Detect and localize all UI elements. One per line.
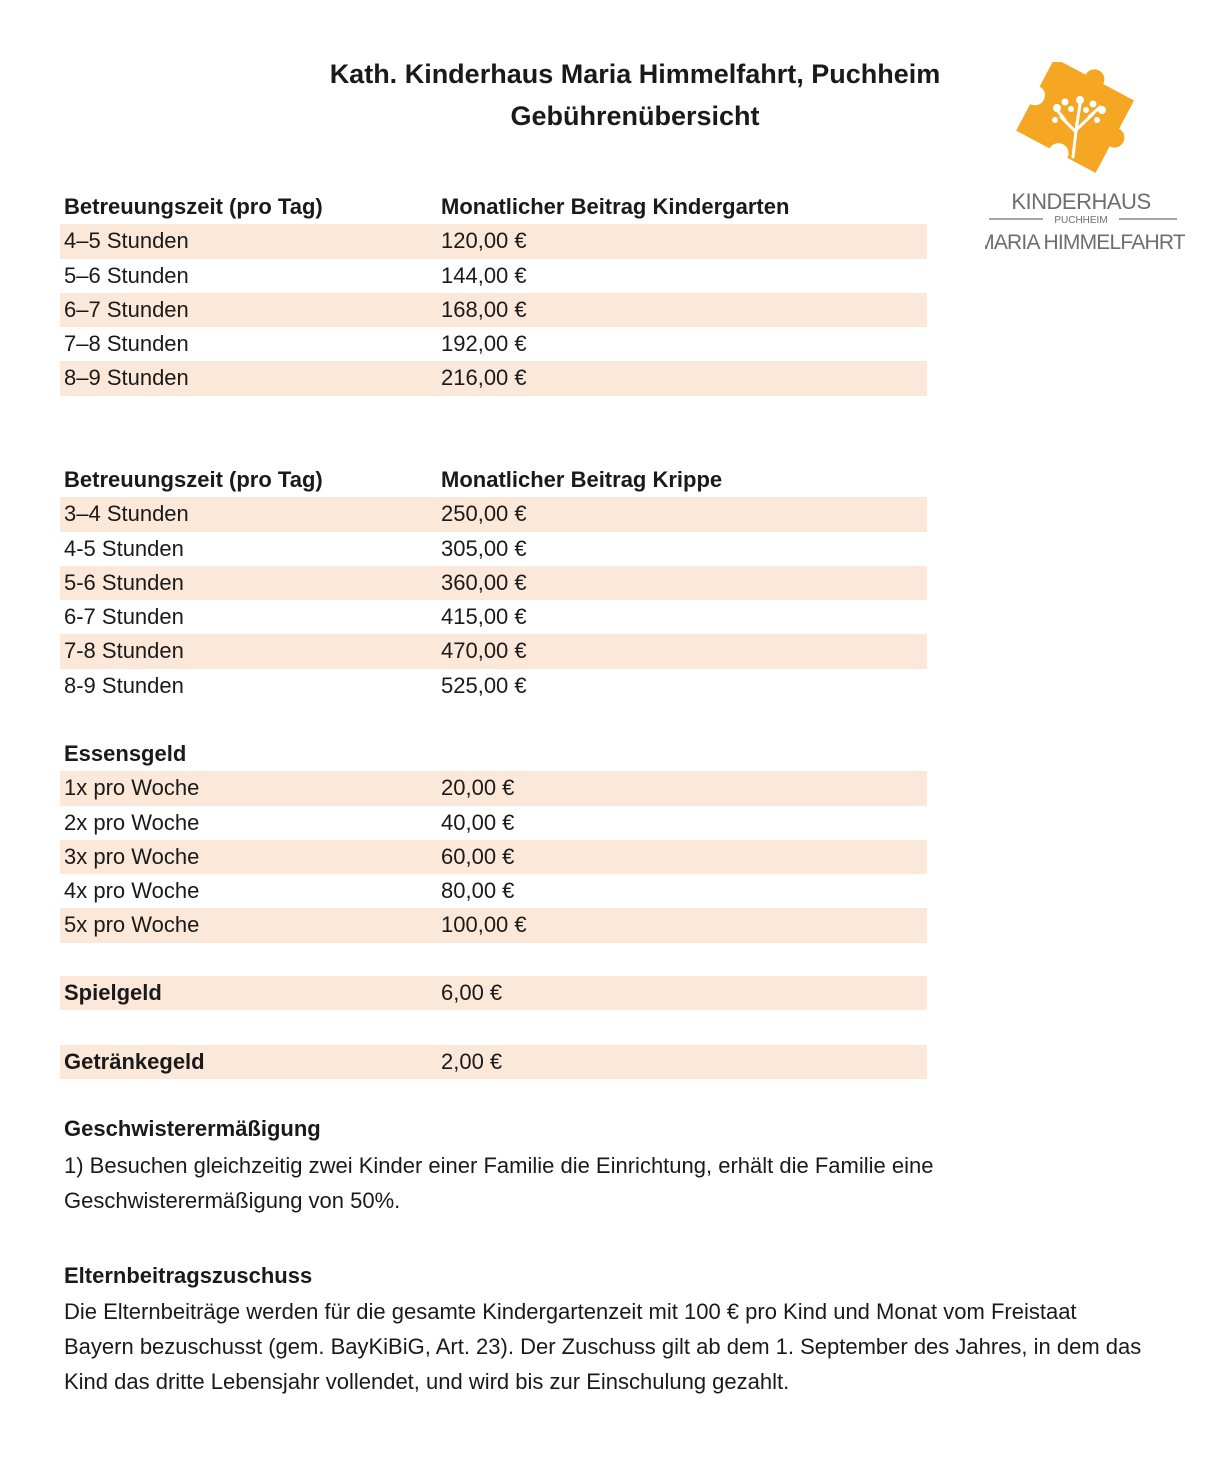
spielgeld-label: Spielgeld xyxy=(64,980,162,1005)
zuschuss-line: Die Elternbeiträge werden für die gesamte Kindergartenzeit mit 100 € pro Kind und Monat vom Freistaat xyxy=(64,1299,1077,1324)
geschwister-line: Geschwisterermäßigung von 50%. xyxy=(64,1188,401,1213)
puzzle-tree-logo-icon xyxy=(985,62,1185,262)
geschwister-text xyxy=(64,1148,1214,1218)
row-label: 6–7 Stunden xyxy=(64,296,189,322)
row-label: 7-8 Stunden xyxy=(64,638,184,664)
logo-text-kinderhaus: KINDERHAUS xyxy=(1011,189,1151,214)
getraenkegeld-label: Getränkegeld xyxy=(64,1049,205,1074)
row-label: 3x pro Woche xyxy=(64,843,200,869)
row-fee: 20,00 € xyxy=(441,775,515,801)
row-label: 4–5 Stunden xyxy=(64,228,189,254)
row-fee: 216,00 € xyxy=(441,365,527,391)
table-row xyxy=(60,669,927,703)
row-label: 8-9 Stunden xyxy=(64,672,184,698)
table-row xyxy=(60,361,927,395)
logo-text-puchheim: PUCHHEIM xyxy=(1054,215,1108,226)
row-fee: 470,00 € xyxy=(441,638,527,664)
table-row xyxy=(60,874,927,908)
zuschuss-text xyxy=(64,1294,1214,1399)
table-row xyxy=(60,840,927,874)
essensgeld-table xyxy=(60,737,927,943)
table-row xyxy=(60,293,927,327)
row-label: 7–8 Stunden xyxy=(64,331,189,357)
row-fee: 525,00 € xyxy=(441,672,527,698)
row-label: 6-7 Stunden xyxy=(64,604,184,630)
document-subtitle: Gebührenübersicht xyxy=(510,101,760,131)
table-row xyxy=(60,1045,927,1079)
row-label: 5x pro Woche xyxy=(64,912,200,938)
table-row xyxy=(60,566,927,600)
row-fee: 192,00 € xyxy=(441,331,527,357)
table-row xyxy=(60,600,927,634)
table-row xyxy=(60,259,927,293)
column-header-betreuungszeit: Betreuungszeit (pro Tag) xyxy=(64,194,323,219)
row-fee: 100,00 € xyxy=(441,912,527,938)
row-fee: 144,00 € xyxy=(441,262,527,288)
table-row xyxy=(60,806,927,840)
essensgeld-heading: Essensgeld xyxy=(64,741,187,766)
kindergarten-fee-table xyxy=(60,190,927,396)
table-header-row xyxy=(60,190,927,224)
table-row xyxy=(60,634,927,668)
row-label: 4-5 Stunden xyxy=(64,535,184,561)
table-header-row xyxy=(60,737,927,771)
row-label: 5–6 Stunden xyxy=(64,262,189,288)
table-row xyxy=(60,771,927,805)
getraenkegeld-fee: 2,00 € xyxy=(441,1049,503,1074)
zuschuss-line: Bayern bezuschusst (gem. BayKiBiG, Art. 23). Der Zuschuss gilt ab dem 1. September des Jahres, in dem das xyxy=(64,1334,1142,1359)
table-row xyxy=(60,224,927,258)
row-fee: 60,00 € xyxy=(441,843,515,869)
getraenkegeld-table xyxy=(60,1045,927,1079)
geschwister-heading: Geschwisterermäßigung xyxy=(64,1116,321,1141)
geschwister-line: 1) Besuchen gleichzeitig zwei Kinder einer Familie die Einrichtung, erhält die Familie eine xyxy=(64,1153,934,1178)
column-header-beitrag-kindergarten: Monatlicher Beitrag Kindergarten xyxy=(441,194,790,219)
document-title: Kath. Kinderhaus Maria Himmelfahrt, Puchheim xyxy=(329,59,941,89)
table-row xyxy=(60,497,927,531)
row-fee: 305,00 € xyxy=(441,535,527,561)
row-fee: 360,00 € xyxy=(441,569,527,595)
zuschuss-line: Kind das dritte Lebensjahr vollendet, und wird bis zur Einschulung gezahlt. xyxy=(64,1369,790,1394)
row-label: 1x pro Woche xyxy=(64,775,200,801)
spielgeld-table xyxy=(60,976,927,1010)
column-header-betreuungszeit: Betreuungszeit (pro Tag) xyxy=(64,467,323,492)
column-header-beitrag-krippe: Monatlicher Beitrag Krippe xyxy=(441,467,723,492)
row-label: 5-6 Stunden xyxy=(64,569,184,595)
row-label: 3–4 Stunden xyxy=(64,501,189,527)
table-row xyxy=(60,976,927,1010)
row-fee: 120,00 € xyxy=(441,228,527,254)
krippe-fee-table xyxy=(60,463,927,703)
table-row xyxy=(60,532,927,566)
row-fee: 250,00 € xyxy=(441,501,527,527)
logo-text-maria-himmelfahrt: MARIA HIMMELFAHRT xyxy=(985,231,1185,254)
spielgeld-fee: 6,00 € xyxy=(441,980,503,1005)
zuschuss-heading: Elternbeitragszuschuss xyxy=(64,1263,313,1288)
row-fee: 415,00 € xyxy=(441,604,527,630)
row-label: 2x pro Woche xyxy=(64,809,200,835)
row-label: 4x pro Woche xyxy=(64,878,200,904)
row-fee: 80,00 € xyxy=(441,878,515,904)
row-label: 8–9 Stunden xyxy=(64,365,189,391)
table-header-row xyxy=(60,463,927,497)
row-fee: 168,00 € xyxy=(441,296,527,322)
kinderhaus-logo xyxy=(985,62,1185,262)
row-fee: 40,00 € xyxy=(441,809,515,835)
table-row xyxy=(60,908,927,942)
table-row xyxy=(60,327,927,361)
